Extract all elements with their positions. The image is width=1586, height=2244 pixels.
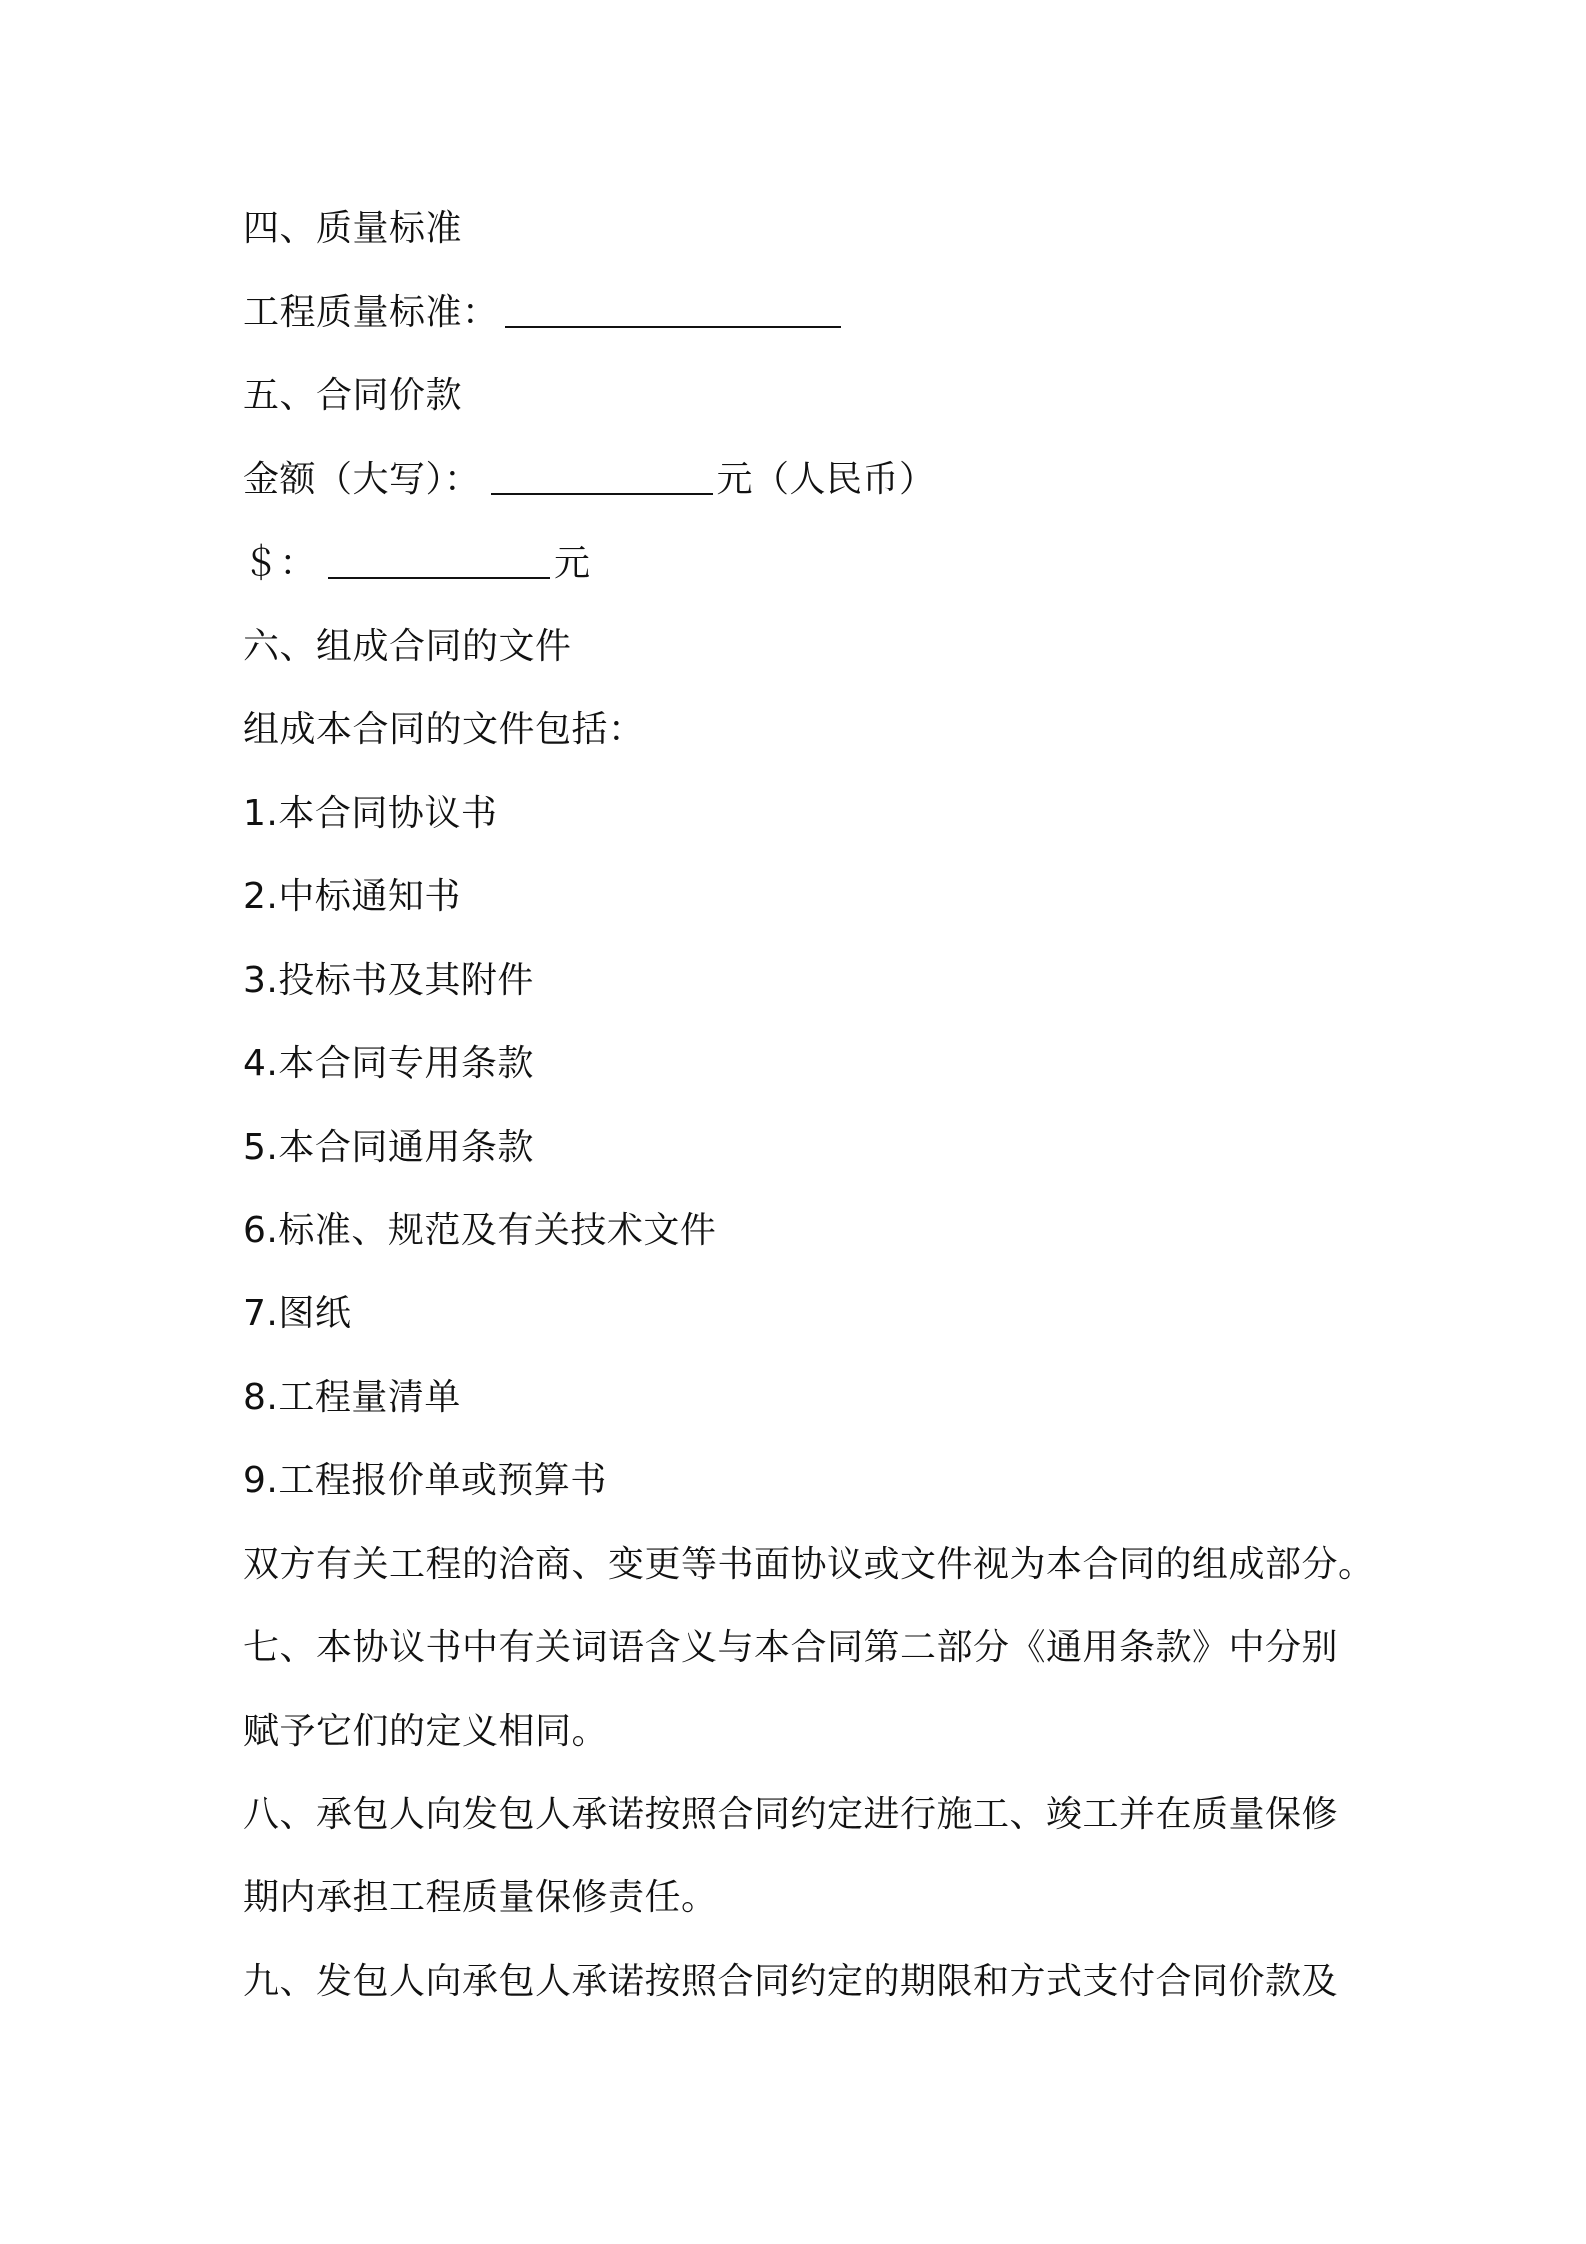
document-list-item: 2.中标通知书 (243, 876, 461, 917)
dollar-label: ＄： (243, 543, 317, 584)
amount-row (243, 456, 936, 504)
document-list-item: 3.投标书及其附件 (243, 960, 534, 1001)
document-list-item: 1.本合同协议书 (243, 793, 498, 834)
amount-suffix: 元（人民币） (716, 459, 936, 500)
quality-standard-blank (505, 292, 841, 328)
price-heading: 五、合同价款 (243, 375, 463, 416)
document-list-item: 6.标准、规范及有关技术文件 (243, 1210, 717, 1251)
documents-intro: 组成本合同的文件包括： (243, 709, 645, 750)
documents-note: 双方有关工程的洽商、变更等书面协议或文件视为本合同的组成部分。 (243, 1544, 1375, 1585)
document-list-item: 9.工程报价单或预算书 (243, 1460, 607, 1501)
clause-9-line-1: 九、发包人向承包人承诺按照合同约定的期限和方式支付合同价款及 (243, 1961, 1339, 2002)
quality-standard-row (243, 289, 841, 337)
clause-7-line-1: 七、本协议书中有关词语含义与本合同第二部分《通用条款》中分别 (243, 1627, 1339, 1668)
documents-heading: 六、组成合同的文件 (243, 626, 572, 667)
dollar-suffix: 元 (554, 543, 591, 584)
document-list-item: 5.本合同通用条款 (243, 1127, 534, 1168)
amount-blank (491, 459, 713, 495)
document-list-item: 4.本合同专用条款 (243, 1043, 534, 1084)
document-list-item: 8.工程量清单 (243, 1377, 461, 1418)
quality-standard-label: 工程质量标准： (243, 292, 499, 333)
clause-8-line-2: 期内承担工程质量保修责任。 (243, 1877, 718, 1918)
amount-label: 金额（大写）： (243, 459, 481, 500)
clause-8-line-1: 八、承包人向发包人承诺按照合同约定进行施工、竣工并在质量保修 (243, 1794, 1339, 1835)
quality-heading: 四、质量标准 (243, 208, 463, 249)
dollar-row (243, 540, 591, 588)
dollar-blank (328, 543, 550, 579)
clause-7-line-2: 赋予它们的定义相同。 (243, 1711, 609, 1752)
document-list-item: 7.图纸 (243, 1293, 352, 1334)
